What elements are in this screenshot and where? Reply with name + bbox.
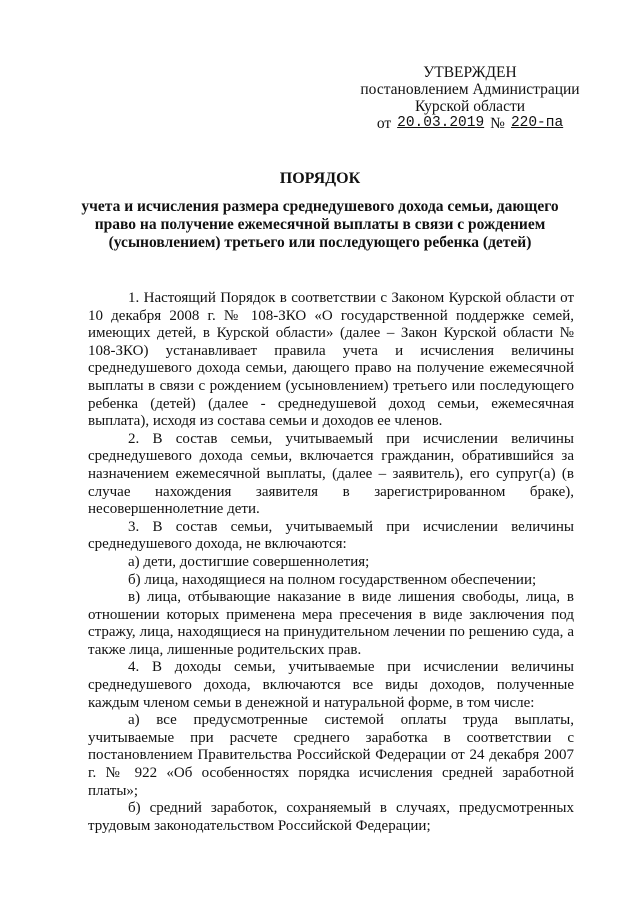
approved-label: УТВЕРЖДЕН [423,64,517,81]
paragraph-3: 3. В состав семьи, учитываемый при исчислении величины среднедушевого дохода, не включаются: [88,518,574,553]
paragraph-3b: б) лица, находящиеся на полном государственном обеспечении; [128,571,537,588]
paragraph-4a: а) все предусмотренные системой оплаты труда выплаты, учитываемые при расчете среднего заработка в соответствии с постановлением Правительства Российской Федерации от 24 декабря 2007 г. № 922 «Об особенностях порядка исчисления средней заработной платы»; [88,712,574,799]
number-sign: № [490,115,505,132]
approval-date-line [340,115,600,132]
paragraph-2: 2. В состав семьи, учитываемый при исчислении величины среднедушевого дохода семьи, включается гражданин, обратившийся за назначением ежемесячной выплаты, (далее – заявитель), его супруг(а) (в случае нахождения заявителя в зарегистрированном браке), несовершеннолетние дети. [88,430,574,518]
document-title [60,170,580,252]
paragraph-3a: а) дети, достигшие совершеннолетия; [128,553,370,570]
paragraph-3c: в) лица, отбывающие наказание в виде лишения свободы, лица, в отношении которых применена мера пресечения в виде заключения под стражу, лица, находящиеся на принудительном лечении по решению суда, а также лица, лишенные родительских прав. [88,589,574,658]
from-label: от [376,115,392,132]
document-body [88,290,574,835]
approval-date: 20.03.2019 [397,115,485,131]
title-sub: учета и исчисления размера среднедушевого дохода семьи, дающего право на получение ежемесячной выплаты в связи с рождением (усыновлением) третьего или последующего ребенка (детей) [81,198,559,251]
paragraph-4b: б) средний заработок, сохраняемый в случаях, предусмотренных трудовым законодательством Российской Федерации; [88,800,574,834]
approval-line-2: постановлением Администрации [360,81,580,98]
paragraph-1: 1. Настоящий Порядок в соответствии с Законом Курской области от 10 декабря 2008 г. № 108-ЗКО «О государственной поддержке семей, имеющих детей, в Курской области» (далее – Закон Курской области № 108-ЗКО) устанавливает правила учета и исчисления величины среднедушевого дохода семьи, дающего право на получение ежемесячной выплаты в связи с рождением (усыновлением) третьего или последующего ребенка (детей) (далее - среднедушевой доход семьи, ежемесячная выплата), исходя из состава семьи и доходов ее членов. [88,290,574,430]
approval-stamp [340,64,600,132]
approval-line-3: Курской области [414,98,526,115]
approval-number: 220-па [510,115,564,131]
title-main: ПОРЯДОК [279,170,361,187]
paragraph-4: 4. В доходы семьи, учитываемые при исчислении величины среднедушевого дохода, включаются все виды доходов, полученные каждым членом семьи в денежной и натуральной форме, в том числе: [88,659,574,711]
